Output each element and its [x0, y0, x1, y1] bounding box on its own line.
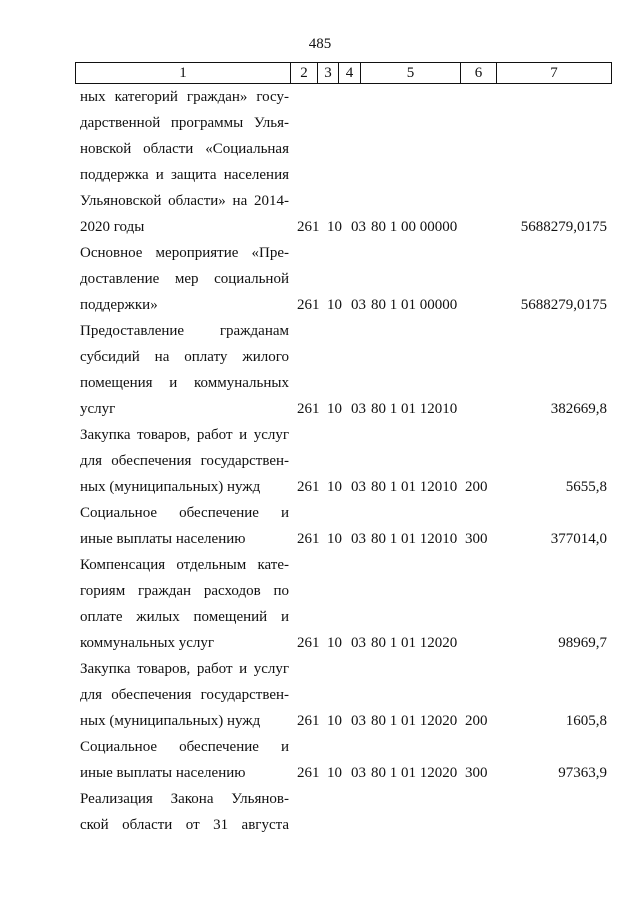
row-description: [80, 656, 289, 734]
row-description-line: для обеспечения государствен-: [80, 687, 289, 703]
table-header: [75, 62, 612, 84]
section-code: 10: [327, 765, 342, 781]
header-col-3: 3: [318, 63, 339, 83]
section-code: 10: [327, 219, 342, 235]
table-body: [0, 84, 640, 838]
table-row: [0, 422, 640, 500]
row-description-line: Закупка товаров, работ и услуг: [80, 661, 289, 677]
section-code: 10: [327, 297, 342, 313]
expense-type-code: 200: [465, 713, 488, 729]
section-code: 10: [327, 479, 342, 495]
row-description: [80, 500, 289, 552]
row-description-line: услуг: [80, 401, 116, 417]
row-description-line: Социальное обеспечение и: [80, 505, 289, 521]
subsection-code: 03: [351, 635, 366, 651]
subsection-code: 03: [351, 219, 366, 235]
subsection-code: 03: [351, 531, 366, 547]
admin-code: 261: [297, 401, 320, 417]
row-description-line: Социальное обеспечение и: [80, 739, 289, 755]
admin-code: 261: [297, 713, 320, 729]
amount: 98969,7: [558, 635, 607, 651]
table-row: [0, 786, 640, 838]
row-description-line: Реализация Закона Ульянов-: [80, 791, 289, 807]
subsection-code: 03: [351, 479, 366, 495]
target-article-code: 80 1 01 12020: [371, 635, 458, 651]
target-article-code: 80 1 01 12010: [371, 401, 458, 417]
target-article-code: 80 1 01 12020: [371, 765, 458, 781]
amount: 5688279,0175: [520, 297, 607, 313]
expense-type-code: 300: [465, 765, 488, 781]
row-description-line: поддержки»: [80, 297, 158, 313]
subsection-code: 03: [351, 765, 366, 781]
target-article-code: 80 1 01 12010: [371, 479, 458, 495]
target-article-code: 80 1 01 00000: [371, 297, 458, 313]
row-description-line: субсидий на оплату жилого: [80, 349, 289, 365]
section-code: 10: [327, 635, 342, 651]
table-row: [0, 500, 640, 552]
row-description: [80, 786, 289, 838]
row-description-line: Закупка товаров, работ и услуг: [80, 427, 289, 443]
section-code: 10: [327, 401, 342, 417]
row-description-line: Ульяновской области» на 2014-: [80, 193, 289, 209]
amount: 382669,8: [550, 401, 607, 417]
page-number: 485: [308, 36, 332, 52]
row-description: [80, 422, 289, 500]
row-description-line: иные выплаты населению: [80, 531, 246, 547]
table-row: [0, 552, 640, 656]
header-col-2: 2: [291, 63, 318, 83]
header-col-5: 5: [361, 63, 461, 83]
header-col-6: 6: [461, 63, 497, 83]
row-description-line: новской области «Социальная: [80, 141, 289, 157]
admin-code: 261: [297, 479, 320, 495]
header-col-7: 7: [550, 65, 558, 81]
row-description-line: гориям граждан расходов по: [80, 583, 289, 599]
table-row: [0, 734, 640, 786]
admin-code: 261: [297, 297, 320, 313]
subsection-code: 03: [351, 713, 366, 729]
table-row: [0, 318, 640, 422]
expense-type-code: 300: [465, 531, 488, 547]
expense-type-code: 200: [465, 479, 488, 495]
admin-code: 261: [297, 219, 320, 235]
admin-code: 261: [297, 635, 320, 651]
header-col-1: 1: [76, 63, 291, 83]
amount: 97363,9: [558, 765, 607, 781]
row-description-line: коммунальных услуг: [80, 635, 215, 651]
header-col-4: 4: [339, 63, 361, 83]
row-description-line: 2020 годы: [80, 219, 145, 235]
target-article-code: 80 1 01 12020: [371, 713, 458, 729]
row-description-line: иные выплаты населению: [80, 765, 246, 781]
row-description-line: Компенсация отдельным кате-: [80, 557, 289, 573]
subsection-code: 03: [351, 297, 366, 313]
row-description-line: для обеспечения государствен-: [80, 453, 289, 469]
target-article-code: 80 1 00 00000: [371, 219, 458, 235]
row-description-line: оплате жилых помещений и: [80, 609, 289, 625]
amount: 377014,0: [550, 531, 607, 547]
row-description-line: дарственной программы Улья-: [80, 115, 289, 131]
table-row: [0, 84, 640, 240]
admin-code: 261: [297, 765, 320, 781]
table-row: [0, 240, 640, 318]
subsection-code: 03: [351, 401, 366, 417]
row-description: [80, 552, 289, 656]
row-description-line: ных (муниципальных) нужд: [80, 713, 261, 729]
row-description-line: доставление мер социальной: [80, 271, 289, 287]
row-description-line: помещения и коммунальных: [80, 375, 289, 391]
row-description: [80, 84, 289, 240]
row-description-line: Основное мероприятие «Пре-: [80, 245, 289, 261]
admin-code: 261: [297, 531, 320, 547]
target-article-code: 80 1 01 12010: [371, 531, 458, 547]
row-description-line: Предоставление гражданам: [80, 323, 289, 339]
row-description-line: поддержка и защита населения: [80, 167, 289, 183]
row-description-line: ской области от 31 августа: [80, 817, 289, 833]
section-code: 10: [327, 531, 342, 547]
row-description: [80, 240, 289, 318]
row-description: [80, 318, 289, 422]
row-description-line: ных (муниципальных) нужд: [80, 479, 261, 495]
amount: 1605,8: [565, 713, 607, 729]
row-description: [80, 734, 289, 786]
table-row: [0, 656, 640, 734]
amount: 5688279,0175: [520, 219, 607, 235]
section-code: 10: [327, 713, 342, 729]
row-description-line: ных категорий граждан» госу-: [80, 89, 289, 105]
amount: 5655,8: [565, 479, 607, 495]
